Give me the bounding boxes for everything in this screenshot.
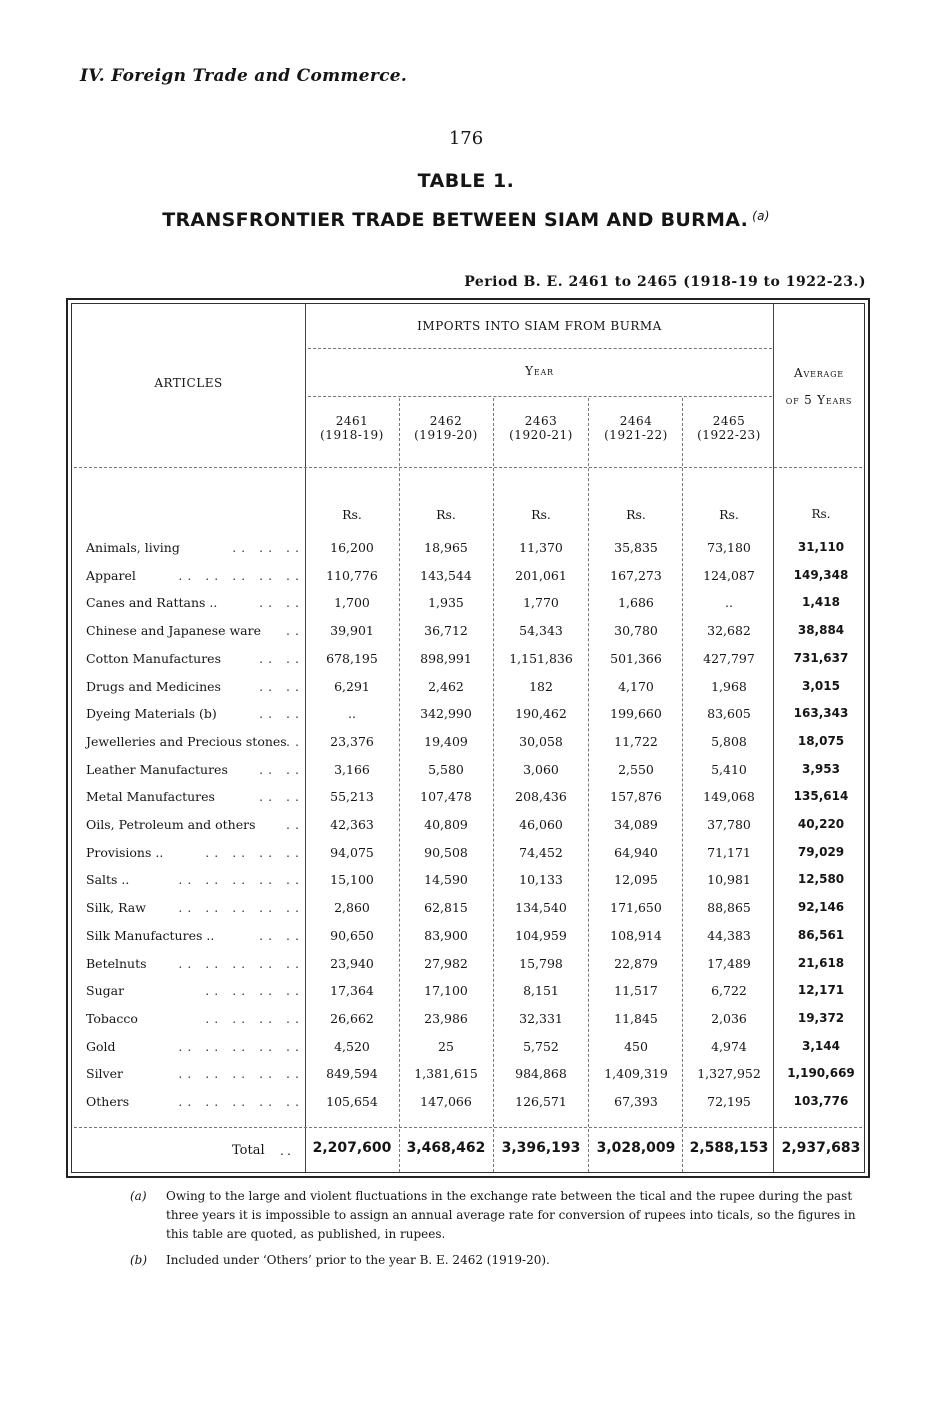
row-year-value: 22,879 — [614, 956, 658, 971]
row-year-value: 90,508 — [424, 845, 468, 860]
row-year-value: 5,752 — [523, 1039, 559, 1054]
header-bottom-rule — [74, 467, 862, 468]
footnote-mark: (a) — [130, 1189, 147, 1203]
row-year-value: 32,682 — [707, 623, 751, 638]
total-value: 3,396,193 — [501, 1140, 581, 1156]
row-year-value: 2,462 — [428, 679, 464, 694]
row-year-value: 147,066 — [420, 1094, 472, 1109]
row-year-value: 1,327,952 — [697, 1066, 761, 1081]
row-year-value: 40,809 — [424, 817, 468, 832]
year-column-divider-3 — [588, 398, 589, 1172]
row-year-value: 3,060 — [523, 762, 559, 777]
row-leader-dots: .. — [286, 623, 304, 638]
row-article-label: Silver — [86, 1066, 123, 1081]
row-year-value: 46,060 — [519, 817, 563, 832]
row-year-value: 6,291 — [334, 679, 370, 694]
row-article-label: Gold — [86, 1039, 116, 1054]
row-article-label: Cotton Manufactures — [86, 651, 221, 666]
row-year-value: 157,876 — [610, 789, 662, 804]
imports-header: IMPORTS INTO SIAM FROM BURMA — [417, 319, 662, 333]
unit-label: Rs. — [626, 507, 646, 522]
row-year-value: 984,868 — [515, 1066, 567, 1081]
row-average-value: 21,618 — [797, 956, 845, 970]
row-year-value: 71,171 — [707, 845, 751, 860]
row-year-value: 35,835 — [614, 540, 658, 555]
row-year-value: 73,180 — [707, 540, 751, 555]
row-year-value: 88,865 — [707, 900, 751, 915]
row-average-value: 19,372 — [797, 1011, 845, 1025]
row-year-value: 427,797 — [703, 651, 755, 666]
row-year-value: 107,478 — [420, 789, 472, 804]
row-year-value: 55,213 — [330, 789, 374, 804]
row-year-value: 72,195 — [707, 1094, 751, 1109]
year-be: 2463 — [524, 414, 558, 428]
row-article-label: Tobacco — [86, 1011, 138, 1026]
row-year-value: 5,580 — [428, 762, 464, 777]
year-column-divider-4 — [682, 398, 683, 1172]
row-article-label: Apparel — [86, 568, 136, 583]
row-average-value: 149,348 — [793, 568, 849, 582]
row-year-value: 2,860 — [334, 900, 370, 915]
row-leader-dots: .. .. — [259, 789, 304, 804]
total-label: Total — [232, 1143, 265, 1158]
total-value: 2,207,600 — [312, 1140, 392, 1156]
row-average-value: 731,637 — [793, 651, 849, 665]
row-year-value: 11,370 — [519, 540, 563, 555]
footnote-b — [130, 1251, 870, 1270]
row-year-value: 4,520 — [334, 1039, 370, 1054]
row-year-value: 54,343 — [519, 623, 563, 638]
unit-label: Rs. — [719, 507, 739, 522]
row-average-value: 38,884 — [797, 623, 845, 637]
row-leader-dots: .. .. .. .. .. — [178, 1066, 304, 1081]
row-year-value: 19,409 — [424, 734, 468, 749]
total-average-value: 2,937,683 — [781, 1140, 861, 1156]
unit-label: Rs. — [342, 507, 362, 522]
row-year-value: 1,770 — [523, 595, 559, 610]
year-header-cell — [494, 414, 588, 442]
period-label: Period B. E. 2461 to 2465 (1918-19 to 1922-23.) — [464, 274, 866, 290]
row-year-value: 36,712 — [424, 623, 468, 638]
unit-label: Rs. — [531, 507, 551, 522]
total-value: 3,468,462 — [406, 1140, 486, 1156]
row-article-label: Oils, Petroleum and others — [86, 817, 256, 832]
row-year-value: 16,200 — [330, 540, 374, 555]
year-ce: (1918-19) — [320, 428, 384, 442]
row-year-value: 678,195 — [326, 651, 378, 666]
row-average-value: 12,171 — [797, 983, 845, 997]
row-year-value: 149,068 — [703, 789, 755, 804]
year-header-cell — [400, 414, 492, 442]
year-ce: (1922-23) — [697, 428, 761, 442]
row-year-value: 1,409,319 — [604, 1066, 668, 1081]
year-be: 2464 — [619, 414, 653, 428]
row-year-value: 450 — [624, 1039, 648, 1054]
year-ce: (1921-22) — [604, 428, 668, 442]
row-average-value: 3,953 — [802, 762, 840, 776]
row-year-value: 62,815 — [424, 900, 468, 915]
footnote-text: Owing to the large and violent fluctuations in the exchange rate between the tical and the rupee during the past three years it is impossible to assign an annual average rate for conversion of rupees into ticals, so the figures in this table are quoted, as published, in rupees. — [166, 1189, 856, 1241]
row-year-value: 17,364 — [330, 983, 374, 998]
imports-header-rule — [308, 348, 772, 349]
row-leader-dots: .. .. .. .. .. — [178, 1039, 304, 1054]
row-year-value: 898,991 — [420, 651, 472, 666]
row-leader-dots: .. .. .. .. — [205, 1011, 304, 1026]
row-year-value: 11,845 — [614, 1011, 658, 1026]
year-header-cell — [590, 414, 682, 442]
row-year-value: .. — [725, 595, 733, 610]
row-year-value: 15,798 — [519, 956, 563, 971]
row-average-value: 86,561 — [797, 928, 845, 942]
row-year-value: 90,650 — [330, 928, 374, 943]
row-article-label: Animals, living — [86, 540, 180, 555]
row-article-label: Jewelleries and Precious stones — [86, 734, 287, 749]
year-header-cell — [684, 414, 774, 442]
row-year-value: 4,170 — [618, 679, 654, 694]
row-year-value: 126,571 — [515, 1094, 567, 1109]
row-year-value: 83,900 — [424, 928, 468, 943]
table-number: TABLE 1. — [417, 170, 515, 192]
year-be: 2465 — [712, 414, 746, 428]
row-year-value: 34,089 — [614, 817, 658, 832]
year-ce: (1920-21) — [509, 428, 573, 442]
row-average-value: 103,776 — [793, 1094, 849, 1108]
row-year-value: 23,376 — [330, 734, 374, 749]
year-header: Year — [525, 364, 554, 378]
row-year-value: 2,550 — [618, 762, 654, 777]
row-year-value: 74,452 — [519, 845, 563, 860]
row-year-value: 171,650 — [610, 900, 662, 915]
row-year-value: 182 — [529, 679, 553, 694]
row-year-value: 26,662 — [330, 1011, 374, 1026]
row-article-label: Metal Manufactures — [86, 789, 215, 804]
row-leader-dots: .. .. — [259, 595, 304, 610]
row-year-value: 25 — [438, 1039, 454, 1054]
row-average-value: 3,015 — [802, 679, 840, 693]
row-leader-dots: .. .. .. .. .. — [178, 900, 304, 915]
row-year-value: 1,151,836 — [509, 651, 573, 666]
row-year-value: 11,517 — [614, 983, 658, 998]
row-year-value: 83,605 — [707, 706, 751, 721]
row-average-value: 3,144 — [802, 1039, 840, 1053]
row-year-value: 199,660 — [610, 706, 662, 721]
year-ce: (1919-20) — [414, 428, 478, 442]
row-year-value: 64,940 — [614, 845, 658, 860]
row-year-value: 5,808 — [711, 734, 747, 749]
row-article-label: Canes and Rattans .. — [86, 595, 218, 610]
row-year-value: 1,700 — [334, 595, 370, 610]
row-year-value: 104,959 — [515, 928, 567, 943]
total-dots: .. — [280, 1143, 294, 1158]
row-average-value: 1,418 — [802, 595, 840, 609]
table-title-text: TRANSFRONTIER TRADE BETWEEN SIAM AND BURMA. — [162, 209, 749, 231]
row-leader-dots: .. .. .. .. .. — [178, 1094, 304, 1109]
row-year-value: 8,151 — [523, 983, 559, 998]
row-leader-dots: .. .. — [259, 706, 304, 721]
row-article-label: Silk, Raw — [86, 900, 146, 915]
table-title — [0, 209, 932, 231]
row-article-label: Others — [86, 1094, 130, 1109]
year-be: 2462 — [429, 414, 463, 428]
row-year-value: 17,489 — [707, 956, 751, 971]
row-year-value: 10,133 — [519, 872, 563, 887]
footnote-mark: (b) — [130, 1253, 148, 1267]
footnote-text: Included under ‘Others’ prior to the year B. E. 2462 (1919-20). — [166, 1253, 550, 1267]
row-article-label: Betelnuts — [86, 956, 147, 971]
row-year-value: 30,058 — [519, 734, 563, 749]
row-year-value: 1,381,615 — [414, 1066, 478, 1081]
unit-label: Rs. — [811, 507, 831, 521]
row-leader-dots: .. — [286, 817, 304, 832]
row-year-value: 501,366 — [610, 651, 662, 666]
row-year-value: 6,722 — [711, 983, 747, 998]
row-year-value: 30,780 — [614, 623, 658, 638]
articles-header: ARTICLES — [154, 376, 223, 390]
row-article-label: Leather Manufactures — [86, 762, 228, 777]
row-year-value: 10,981 — [707, 872, 751, 887]
title-footnote-mark: (a) — [752, 209, 770, 223]
row-leader-dots: .. .. — [259, 651, 304, 666]
row-leader-dots: .. .. — [259, 928, 304, 943]
row-leader-dots: .. .. .. .. .. — [178, 956, 304, 971]
row-year-value: 342,990 — [420, 706, 472, 721]
row-year-value: 18,965 — [424, 540, 468, 555]
row-average-value: 135,614 — [793, 789, 849, 803]
row-year-value: 849,594 — [326, 1066, 378, 1081]
row-year-value: 11,722 — [614, 734, 658, 749]
row-year-value: 108,914 — [610, 928, 662, 943]
row-year-value: 167,273 — [610, 568, 662, 583]
row-article-label: Provisions .. — [86, 845, 164, 860]
row-year-value: 14,590 — [424, 872, 468, 887]
row-article-label: Chinese and Japanese ware — [86, 623, 261, 638]
year-header-cell — [306, 414, 398, 442]
year-header-rule — [308, 396, 772, 397]
row-article-label: Silk Manufactures .. — [86, 928, 215, 943]
footnote-a — [130, 1187, 870, 1244]
row-leader-dots: .. .. .. .. .. — [178, 568, 304, 583]
row-year-value: 39,901 — [330, 623, 374, 638]
row-article-label: Salts .. — [86, 872, 130, 887]
row-year-value: 208,436 — [515, 789, 567, 804]
row-leader-dots: .. .. .. .. — [205, 983, 304, 998]
row-average-value: 163,343 — [793, 706, 849, 720]
average-header-line2: of 5 Years — [785, 393, 853, 407]
row-year-value: 27,982 — [424, 956, 468, 971]
row-year-value: .. — [348, 706, 356, 721]
row-year-value: 4,974 — [711, 1039, 747, 1054]
row-year-value: 94,075 — [330, 845, 374, 860]
row-average-value: 79,029 — [797, 845, 845, 859]
row-year-value: 105,654 — [326, 1094, 378, 1109]
row-average-value: 40,220 — [797, 817, 845, 831]
total-value: 2,588,153 — [689, 1140, 769, 1156]
row-year-value: 143,544 — [420, 568, 472, 583]
row-year-value: 44,383 — [707, 928, 751, 943]
row-article-label: Drugs and Medicines — [86, 679, 221, 694]
unit-label: Rs. — [436, 507, 456, 522]
row-year-value: 17,100 — [424, 983, 468, 998]
row-year-value: 3,166 — [334, 762, 370, 777]
row-leader-dots: .. .. .. .. — [205, 845, 304, 860]
row-year-value: 67,393 — [614, 1094, 658, 1109]
total-top-rule — [74, 1127, 862, 1128]
row-year-value: 12,095 — [614, 872, 658, 887]
row-year-value: 23,986 — [424, 1011, 468, 1026]
row-leader-dots: .. .. .. — [232, 540, 304, 555]
row-year-value: 32,331 — [519, 1011, 563, 1026]
row-leader-dots: .. .. — [259, 679, 304, 694]
row-article-label: Dyeing Materials (b) — [86, 706, 217, 721]
row-year-value: 15,100 — [330, 872, 374, 887]
row-article-label: Sugar — [86, 983, 125, 998]
row-year-value: 42,363 — [330, 817, 374, 832]
row-year-value: 201,061 — [515, 568, 567, 583]
row-year-value: 23,940 — [330, 956, 374, 971]
row-year-value: 124,087 — [703, 568, 755, 583]
row-year-value: 5,410 — [711, 762, 747, 777]
row-average-value: 31,110 — [797, 540, 845, 554]
section-heading: IV. Foreign Trade and Commerce. — [80, 66, 408, 86]
average-header-line1: Average — [794, 366, 844, 380]
row-year-value: 190,462 — [515, 706, 567, 721]
row-leader-dots: .. — [286, 734, 304, 749]
row-leader-dots: .. .. .. .. .. — [178, 872, 304, 887]
row-year-value: 134,540 — [515, 900, 567, 915]
row-average-value: 92,146 — [797, 900, 845, 914]
total-value: 3,028,009 — [596, 1140, 676, 1156]
row-year-value: 1,935 — [428, 595, 464, 610]
row-year-value: 1,968 — [711, 679, 747, 694]
year-be: 2461 — [335, 414, 369, 428]
row-year-value: 2,036 — [711, 1011, 747, 1026]
page-number: 176 — [448, 128, 484, 149]
row-year-value: 110,776 — [326, 568, 378, 583]
row-leader-dots: .. .. — [259, 762, 304, 777]
row-year-value: 1,686 — [618, 595, 654, 610]
row-year-value: 37,780 — [707, 817, 751, 832]
row-average-value: 18,075 — [797, 734, 845, 748]
row-average-value: 1,190,669 — [787, 1066, 855, 1080]
row-average-value: 12,580 — [797, 872, 845, 886]
